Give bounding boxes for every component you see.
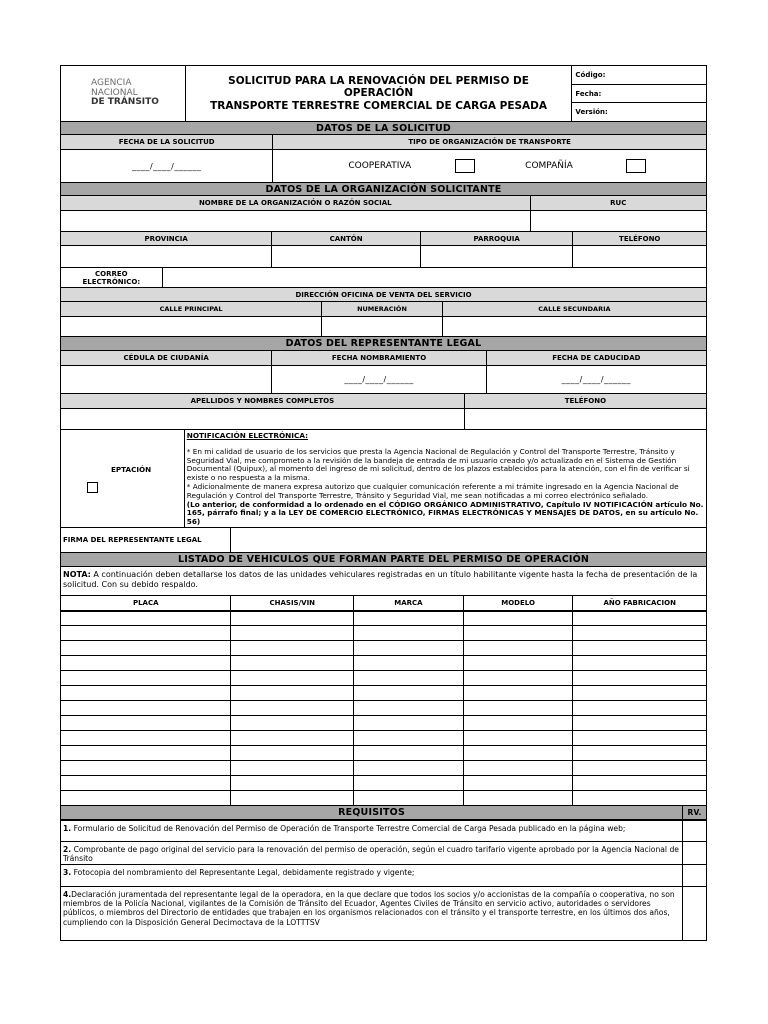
section-solicitud: DATOS DE LA SOLICITUD	[61, 122, 706, 134]
placa-cell[interactable]	[61, 686, 231, 700]
telefono-org-field[interactable]	[573, 246, 706, 267]
modelo-cell[interactable]	[464, 656, 574, 670]
placa-cell[interactable]	[61, 612, 231, 625]
logo-line-3: DE TRÁNSITO	[91, 97, 159, 108]
fecha-caducidad-label: FECHA DE CADUCIDAD	[487, 351, 706, 365]
marca-cell[interactable]	[354, 776, 464, 790]
table-row	[60, 611, 707, 626]
correo-label-line-2: ELECTRÓNICO:	[82, 277, 141, 286]
numeracion-label: NUMERACIÓN	[322, 302, 443, 316]
notificacion-paragraph-3: (Lo anterior, de conformidad a lo ordenado en el CÓDIGO ORGÁNICO ADMINISTRATIVO, Capítulo IV NOTIFICACIÓN artículo No. 165, párrafo final; y a la LEY DE COMERCIO ELECTRÓNICO, FIRMAS ELECTRÓNICAS Y MENSAJES DE DATOS, en su artículo No. 56)	[186, 499, 704, 527]
table-row	[60, 746, 707, 761]
chasis-cell[interactable]	[231, 612, 354, 625]
table-row	[60, 761, 707, 776]
anio-cell[interactable]	[573, 612, 706, 625]
modelo-cell[interactable]	[464, 626, 574, 640]
chasis-cell[interactable]	[231, 671, 354, 685]
fecha-solicitud-field[interactable]: ____/____/______	[61, 150, 273, 182]
placa-cell[interactable]	[61, 746, 231, 760]
marca-cell[interactable]	[354, 656, 464, 670]
calle-secundaria-field[interactable]	[443, 317, 706, 336]
firma-field[interactable]	[231, 528, 706, 552]
requisito-check-cell[interactable]	[683, 887, 706, 940]
section-vehiculos: LISTADO DE VEHICULOS QUE FORMAN PARTE DEL PERMISO DE OPERACIÓN	[61, 553, 706, 566]
chasis-cell[interactable]	[231, 761, 354, 775]
placa-cell[interactable]	[61, 761, 231, 775]
requisito-text	[61, 821, 683, 841]
aceptacion-label: EPTACIÓN	[111, 464, 152, 474]
aceptacion-checkbox[interactable]	[87, 482, 98, 493]
requisitos-list	[60, 820, 707, 941]
requisito-check-cell[interactable]	[683, 865, 706, 886]
title-line-1: SOLICITUD PARA LA RENOVACIÓN DEL PERMISO DE	[228, 74, 529, 87]
form-header	[60, 65, 707, 122]
chasis-cell[interactable]	[231, 746, 354, 760]
ruc-label: RUC	[531, 196, 706, 210]
modelo-cell[interactable]	[464, 746, 574, 760]
marca-cell[interactable]	[354, 746, 464, 760]
anio-cell[interactable]	[573, 746, 706, 760]
provincia-field[interactable]	[61, 246, 272, 267]
requisito-number: 1.	[63, 824, 72, 833]
placa-cell[interactable]	[61, 656, 231, 670]
requisito-description: Declaración juramentada del representante legal de la operadora, en la que declare que todos los socios y/o accionistas de la compañía o cooperativa, no son miembros de la Policía Nacional, vigilantes de la Comisión de Tránsito del Ecuador, Agentes Civiles de Tránsito en servicio activo, autoridades o servidores públicos, o miembros del Directorio de entidades que trabajen en los organismos relacionados con el tránsito y el transporte terrestre, en los últimos dos años, cumpliendo con la Disposición General Decimoctava de la LOTTTSV	[63, 890, 675, 927]
nombre-organizacion-label: NOMBRE DE LA ORGANIZACIÓN O RAZÓN SOCIAL	[61, 196, 531, 210]
notificacion-title: NOTIFICACIÓN ELECTRÓNICA:	[186, 431, 309, 440]
requisito-text	[61, 865, 683, 886]
chasis-cell[interactable]	[231, 731, 354, 745]
chasis-cell[interactable]	[231, 626, 354, 640]
canton-label: CANTÓN	[272, 232, 421, 245]
marca-cell[interactable]	[354, 791, 464, 805]
vehiculos-nota	[61, 567, 706, 595]
anio-cell[interactable]	[573, 791, 706, 805]
nombre-organizacion-field[interactable]	[61, 211, 531, 231]
list-item	[60, 887, 707, 941]
chasis-cell[interactable]	[231, 686, 354, 700]
provincia-label: PROVINCIA	[61, 232, 272, 245]
marca-cell[interactable]	[354, 626, 464, 640]
marca-cell[interactable]	[354, 701, 464, 715]
correo-label-line-1: CORREO	[95, 269, 128, 278]
vehiculos-table-body	[60, 611, 707, 806]
chasis-cell[interactable]	[231, 701, 354, 715]
anio-cell[interactable]	[573, 686, 706, 700]
codigo-label: Código:	[572, 66, 706, 85]
list-item	[60, 865, 707, 887]
modelo-header: MODELO	[464, 596, 574, 610]
compania-label: COMPAÑÍA	[525, 161, 573, 171]
direccion-label: DIRECCIÓN OFICINA DE VENTA DEL SERVICIO	[61, 288, 706, 301]
renewal-form	[60, 65, 707, 941]
placa-cell[interactable]	[61, 641, 231, 655]
chasis-header: CHASIS/VIN	[231, 596, 354, 610]
telefono-rep-field[interactable]	[465, 409, 706, 429]
chasis-cell[interactable]	[231, 641, 354, 655]
placa-header: PLACA	[61, 596, 231, 610]
marca-cell[interactable]	[354, 612, 464, 625]
notificacion-paragraph-1: * En mi calidad de usuario de los servicios que presta la Agencia Nacional de Regulación y Control del Transporte Terrestre, Tránsito y Seguridad Vial, me comprometo a la revisión de la bandeja de entrada de mi usuario creado y/o actualizado en el Sistema de Gestión Documental (Quipux), al momento del ingreso de mi solicitud, dentro de los plazos establecidos para la atención, con el fin de verificar si existe o no respuesta a la misma.	[186, 446, 690, 483]
list-item	[60, 820, 707, 842]
table-row	[60, 716, 707, 731]
modelo-cell[interactable]	[464, 671, 574, 685]
notificacion-electronica	[185, 430, 706, 527]
marca-cell[interactable]	[354, 716, 464, 730]
version-label: Versión:	[575, 108, 608, 116]
calle-secundaria-label: CALLE SECUNDARIA	[443, 302, 706, 316]
nota-text: A continuación deben detallarse los datos de las unidades vehiculares registradas en un título habilitante vigente hasta la fecha de presentación de la solicitud. Con su debido respaldo.	[63, 570, 698, 589]
requisito-number: 2.	[63, 845, 72, 854]
fecha-nombramiento-field[interactable]: ____/____/______	[272, 366, 486, 393]
correo-label	[61, 268, 163, 287]
list-item	[60, 842, 707, 865]
table-row	[60, 626, 707, 641]
table-row	[60, 686, 707, 701]
fecha-nombramiento-label: FECHA NOMBRAMIENTO	[272, 351, 486, 365]
chasis-cell[interactable]	[231, 716, 354, 730]
section-organizacion: DATOS DE LA ORGANIZACIÓN SOLICITANTE	[61, 183, 706, 195]
form-title	[186, 66, 573, 121]
firma-label: FIRMA DEL REPRESENTANTE LEGAL	[61, 528, 231, 552]
telefono-org-label: TELÉFONO	[573, 232, 706, 245]
calle-principal-field[interactable]	[61, 317, 322, 336]
placa-cell[interactable]	[61, 791, 231, 805]
table-row	[60, 671, 707, 686]
requisito-text	[61, 887, 683, 940]
fecha-solicitud-label: FECHA DE LA SOLICITUD	[61, 135, 273, 149]
marca-cell[interactable]	[354, 641, 464, 655]
logo-line-1: AGENCIA	[91, 78, 132, 89]
cooperativa-checkbox[interactable]	[455, 159, 475, 173]
modelo-cell[interactable]	[464, 731, 574, 745]
modelo-cell[interactable]	[464, 686, 574, 700]
title-line-2: OPERACIÓN	[343, 87, 414, 100]
placa-cell[interactable]	[61, 716, 231, 730]
requisito-number: 4.	[63, 890, 72, 899]
section-requisitos: REQUISITOS	[61, 806, 683, 819]
numeracion-field[interactable]	[322, 317, 443, 336]
modelo-cell[interactable]	[464, 761, 574, 775]
chasis-cell[interactable]	[231, 656, 354, 670]
calle-principal-label: CALLE PRINCIPAL	[61, 302, 322, 316]
requisito-check-cell[interactable]	[683, 821, 706, 841]
table-row	[60, 791, 707, 806]
anio-cell[interactable]	[573, 701, 706, 715]
agency-logo	[61, 66, 186, 121]
modelo-cell[interactable]	[464, 612, 574, 625]
anio-cell[interactable]	[573, 716, 706, 730]
parroquia-field[interactable]	[421, 246, 574, 267]
requisito-number: 3.	[63, 868, 72, 877]
anio-cell[interactable]	[573, 626, 706, 640]
placa-cell[interactable]	[61, 731, 231, 745]
vehiculos-header-row	[60, 596, 707, 611]
cedula-field[interactable]	[61, 366, 272, 393]
cedula-label: CÉDULA DE CIUDANÍA	[61, 351, 272, 365]
compania-checkbox[interactable]	[626, 159, 646, 173]
requisito-check-cell[interactable]	[683, 842, 706, 864]
notificacion-paragraph-2: * Adicionalmente de manera expresa autorizo que cualquier comunicación referente a mi trámite ingresado en la Agencia Nacional de Regulación y Control del Transporte Terrestre, Tránsito y Seguridad Vial, me sean notificadas a mi correo electrónico señalado.	[186, 481, 679, 500]
fecha-caducidad-field[interactable]: ____/____/______	[561, 375, 632, 384]
apellidos-label: APELLIDOS Y NOMBRES COMPLETOS	[61, 394, 465, 408]
modelo-cell[interactable]	[464, 701, 574, 715]
marca-cell[interactable]	[354, 671, 464, 685]
telefono-rep-label: TELÉFONO	[465, 394, 706, 408]
cooperativa-label: COOPERATIVA	[348, 161, 412, 171]
ruc-field[interactable]	[531, 211, 706, 231]
logo-line-2: NACIONAL	[91, 87, 138, 98]
table-row	[60, 701, 707, 716]
placa-cell[interactable]	[61, 776, 231, 790]
parroquia-label: PARROQUIA	[421, 232, 574, 245]
requisito-description: Formulario de Solicitud de Renovación del Permiso de Operación de Transporte Terrestre Comercial de Carga Pesada publicado en la página web;	[71, 824, 626, 833]
placa-cell[interactable]	[61, 701, 231, 715]
requisito-description: Comprobante de pago original del servicio para la renovación del permiso de operación, según el cuadro tarifario vigente aprobado por la Agencia Nacional de Tránsito	[63, 845, 679, 864]
title-line-3: TRANSPORTE TERRESTRE COMERCIAL DE CARGA PESADA	[210, 99, 548, 112]
table-row	[60, 731, 707, 746]
table-row	[60, 776, 707, 791]
modelo-cell[interactable]	[464, 641, 574, 655]
modelo-cell[interactable]	[464, 791, 574, 805]
chasis-cell[interactable]	[231, 791, 354, 805]
document-meta	[572, 66, 706, 121]
placa-cell[interactable]	[61, 671, 231, 685]
correo-field[interactable]	[163, 268, 706, 287]
anio-cell[interactable]	[573, 656, 706, 670]
table-row	[60, 656, 707, 671]
canton-field[interactable]	[272, 246, 421, 267]
marca-header: MARCA	[354, 596, 464, 610]
aceptacion-cell	[61, 430, 185, 527]
apellidos-field[interactable]	[61, 409, 465, 429]
anio-header: AÑO FABRICACION	[603, 599, 676, 607]
anio-cell[interactable]	[573, 776, 706, 790]
marca-cell[interactable]	[354, 731, 464, 745]
requisito-text	[61, 842, 683, 864]
modelo-cell[interactable]	[464, 776, 574, 790]
tipo-organizacion-label: TIPO DE ORGANIZACIÓN DE TRANSPORTE	[273, 135, 706, 149]
fecha-label: Fecha:	[572, 85, 706, 103]
anio-cell[interactable]	[573, 731, 706, 745]
modelo-cell[interactable]	[464, 716, 574, 730]
anio-cell[interactable]	[573, 641, 706, 655]
anio-cell[interactable]	[573, 761, 706, 775]
marca-cell[interactable]	[354, 761, 464, 775]
requisito-description: Fotocopia del nombramiento del Representante Legal, debidamente registrado y vigente;	[71, 868, 415, 877]
nota-label: NOTA:	[63, 570, 91, 579]
placa-cell[interactable]	[61, 626, 231, 640]
marca-cell[interactable]	[354, 686, 464, 700]
chasis-cell[interactable]	[231, 776, 354, 790]
tipo-organizacion-options	[273, 150, 706, 182]
anio-cell[interactable]	[573, 671, 706, 685]
section-representante: DATOS DEL REPRESENTANTE LEGAL	[61, 337, 706, 350]
table-row	[60, 641, 707, 656]
rv-column-header: RV.	[683, 806, 706, 819]
